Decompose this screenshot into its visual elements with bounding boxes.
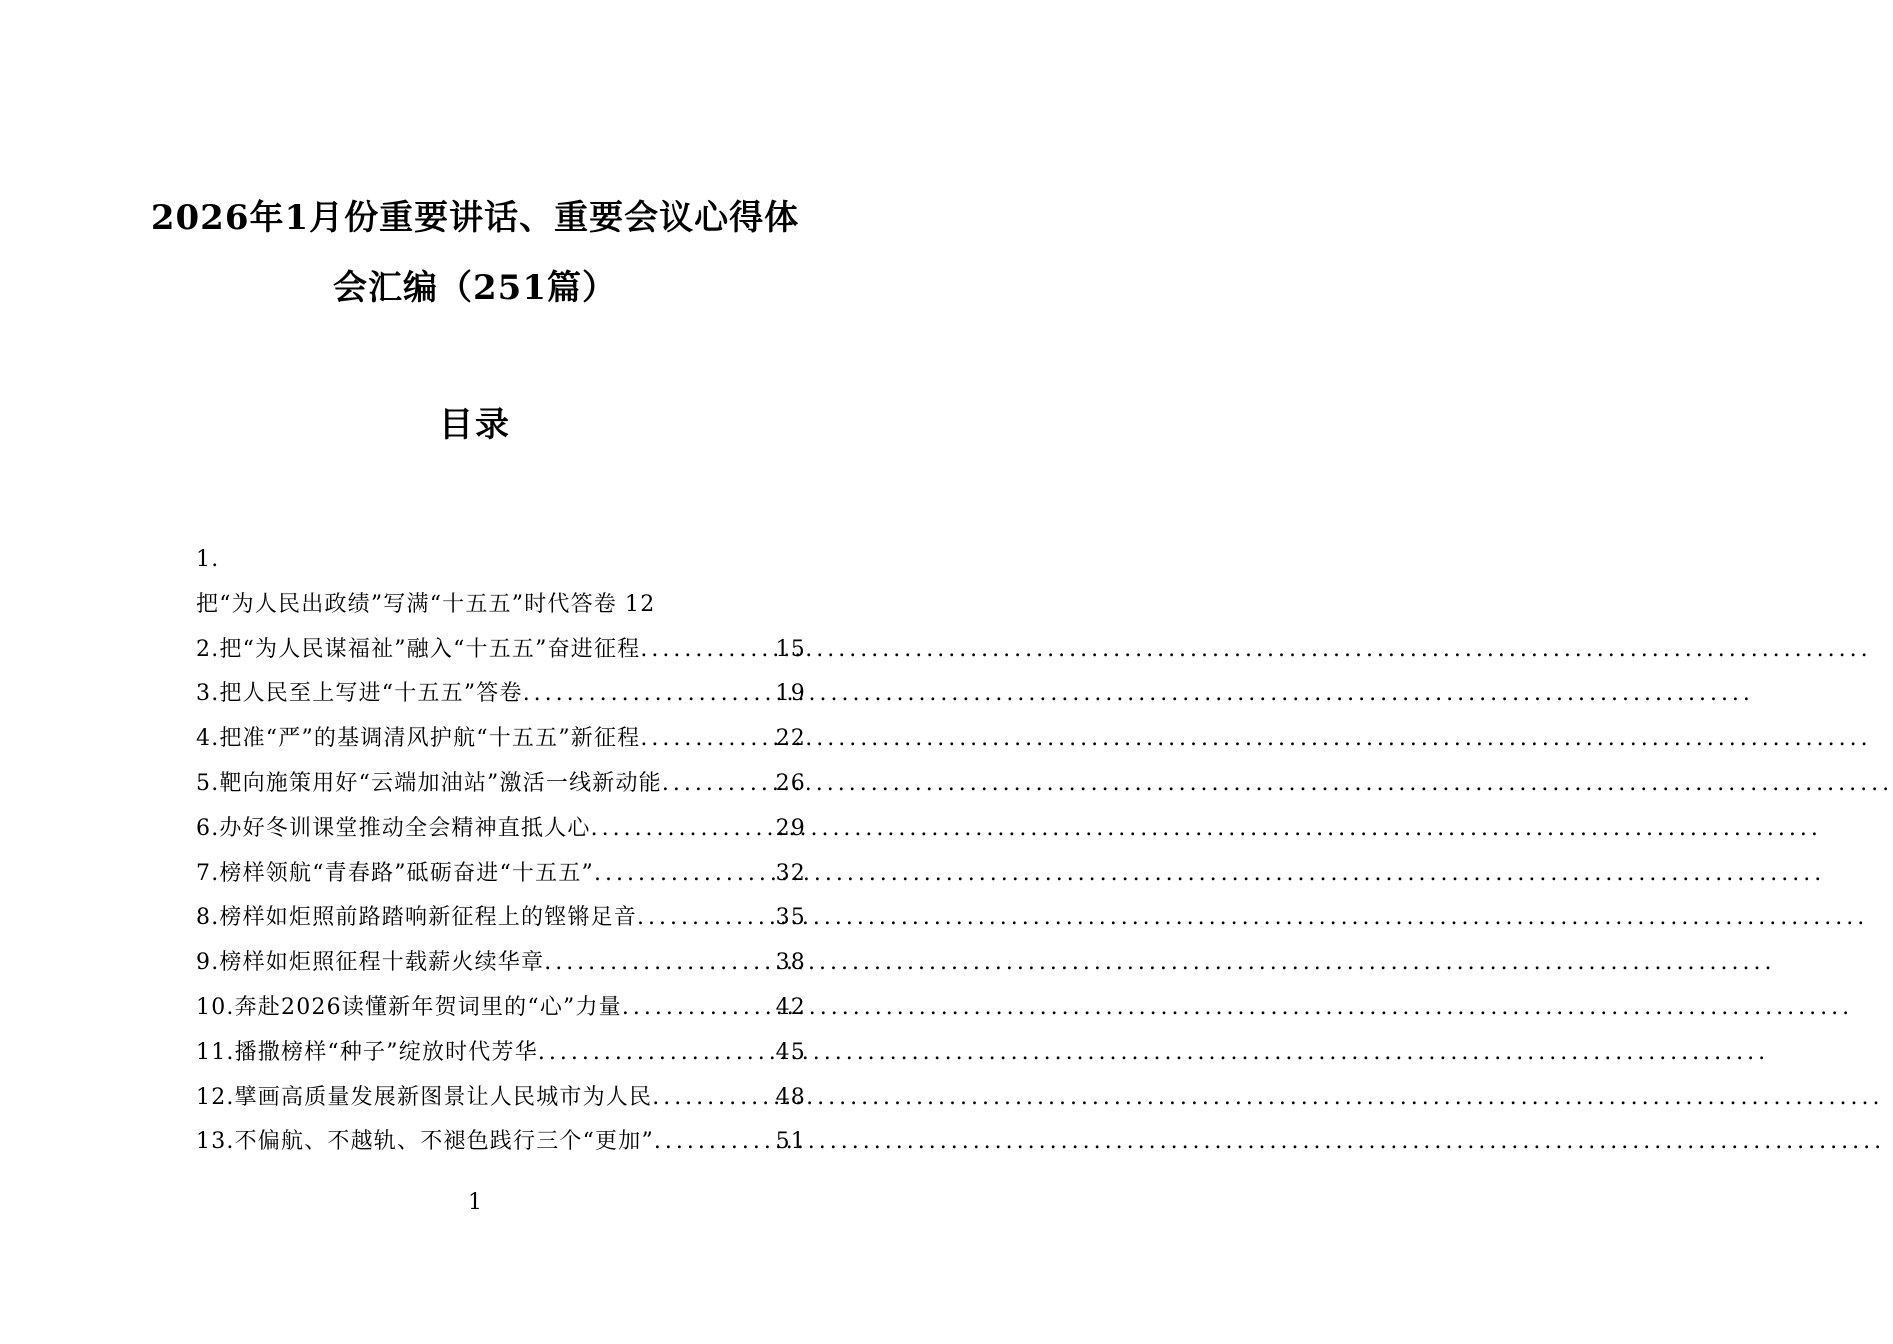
toc-entry-10[interactable]	[196, 986, 806, 1031]
toc-leader-dots	[594, 852, 776, 897]
toc-entry-title: 把人民至上写进“十五五”答卷	[219, 681, 523, 707]
toc-leader-dots	[652, 1076, 775, 1121]
toc-entry-number: 12.	[196, 1084, 235, 1110]
toc-entry-page: 38	[775, 950, 806, 976]
toc-entry-number: 4.	[196, 726, 220, 752]
toc-entry-number: 10.	[196, 994, 235, 1020]
toc-entry-page: 45	[775, 1039, 806, 1065]
toc-leader-dots	[538, 1031, 776, 1076]
toc-leader-dots	[662, 762, 776, 807]
toc-entry-11[interactable]	[196, 1031, 806, 1076]
table-of-contents	[196, 538, 806, 1165]
toc-entry-page: 51	[775, 1129, 806, 1155]
toc-leader-dots	[640, 717, 775, 762]
toc-entry-page: 15	[775, 636, 806, 662]
toc-entry-6[interactable]	[196, 807, 806, 852]
toc-entry-page: 29	[775, 815, 806, 841]
toc-entry-title: 擘画高质量发展新图景让人民城市为人民	[234, 1084, 653, 1110]
toc-leader-dots	[640, 628, 775, 673]
document-title-line-1: 2026年1月份重要讲话、重要会议心得体	[150, 198, 800, 238]
toc-entry-title: 靶向施策用好“云端加油站”激活一线新动能	[219, 770, 662, 796]
toc-entry-page: 22	[775, 726, 806, 752]
toc-leader-dots	[544, 941, 775, 986]
toc-entry-number: 1.	[196, 547, 220, 572]
toc-entry-number: 2.	[196, 636, 220, 662]
toc-entry-page: 32	[775, 860, 806, 886]
page-number: 1	[468, 1190, 482, 1215]
toc-entry-number: 13.	[196, 1129, 235, 1155]
toc-entry-title: 奔赴2026读懂新年贺词里的“心”力量	[234, 994, 622, 1020]
toc-leader-dots	[591, 807, 776, 852]
toc-entry-title: 把“为人民出政绩”写满“十五五”时代答卷	[196, 591, 617, 617]
toc-entry-title: 办好冬训课堂推动全会精神直抵人心	[219, 815, 591, 841]
toc-entry-title: 把准“严”的基调清风护航“十五五”新征程	[219, 726, 641, 752]
toc-entry-7[interactable]	[196, 852, 806, 897]
toc-leader-dots	[622, 986, 776, 1031]
toc-entry-title: 把“为人民谋福祉”融入“十五五”奋进征程	[219, 636, 641, 662]
document-title-line-2: 会汇编（251篇）	[333, 268, 617, 308]
toc-entry-2[interactable]	[196, 628, 806, 673]
toc-entry-4[interactable]	[196, 717, 806, 762]
toc-entry-8[interactable]	[196, 896, 806, 941]
toc-entry-title: 不偏航、不越轨、不褪色践行三个“更加”	[234, 1129, 654, 1155]
toc-entry-number: 8.	[196, 905, 220, 931]
toc-entry-page: 48	[775, 1084, 806, 1110]
toc-entry-number: 11.	[196, 1039, 235, 1065]
toc-leader-dots	[523, 672, 776, 717]
toc-entry-1[interactable]	[196, 583, 806, 628]
toc-entry-title: 播撒榜样“种子”绽放时代芳华	[234, 1039, 538, 1065]
toc-entry-1-number-line[interactable]	[196, 538, 806, 583]
toc-entry-number: 7.	[196, 860, 220, 886]
toc-leader-dots	[637, 896, 776, 941]
toc-entry-number: 5.	[196, 770, 220, 796]
toc-entry-5[interactable]	[196, 762, 806, 807]
toc-entry-page: 35	[775, 905, 806, 931]
toc-entry-number: 3.	[196, 681, 220, 707]
toc-entry-page: 12	[625, 591, 656, 617]
toc-entry-number: 9.	[196, 950, 220, 976]
toc-entry-title: 榜样领航“青春路”砥砺奋进“十五五”	[219, 860, 594, 886]
toc-entry-number: 6.	[196, 815, 220, 841]
toc-entry-13[interactable]	[196, 1120, 806, 1165]
toc-entry-page: 19	[775, 681, 806, 707]
toc-entry-page: 26	[775, 770, 806, 796]
toc-entry-3[interactable]	[196, 672, 806, 717]
toc-entry-12[interactable]	[196, 1076, 806, 1121]
toc-entry-9[interactable]	[196, 941, 806, 986]
toc-leader-dots	[654, 1120, 776, 1165]
toc-entry-title: 榜样如炬照征程十载薪火续华章	[219, 950, 545, 976]
toc-entry-page: 42	[775, 994, 806, 1020]
toc-heading: 目录	[439, 405, 511, 445]
toc-entry-title: 榜样如炬照前路踏响新征程上的铿锵足音	[219, 905, 637, 931]
